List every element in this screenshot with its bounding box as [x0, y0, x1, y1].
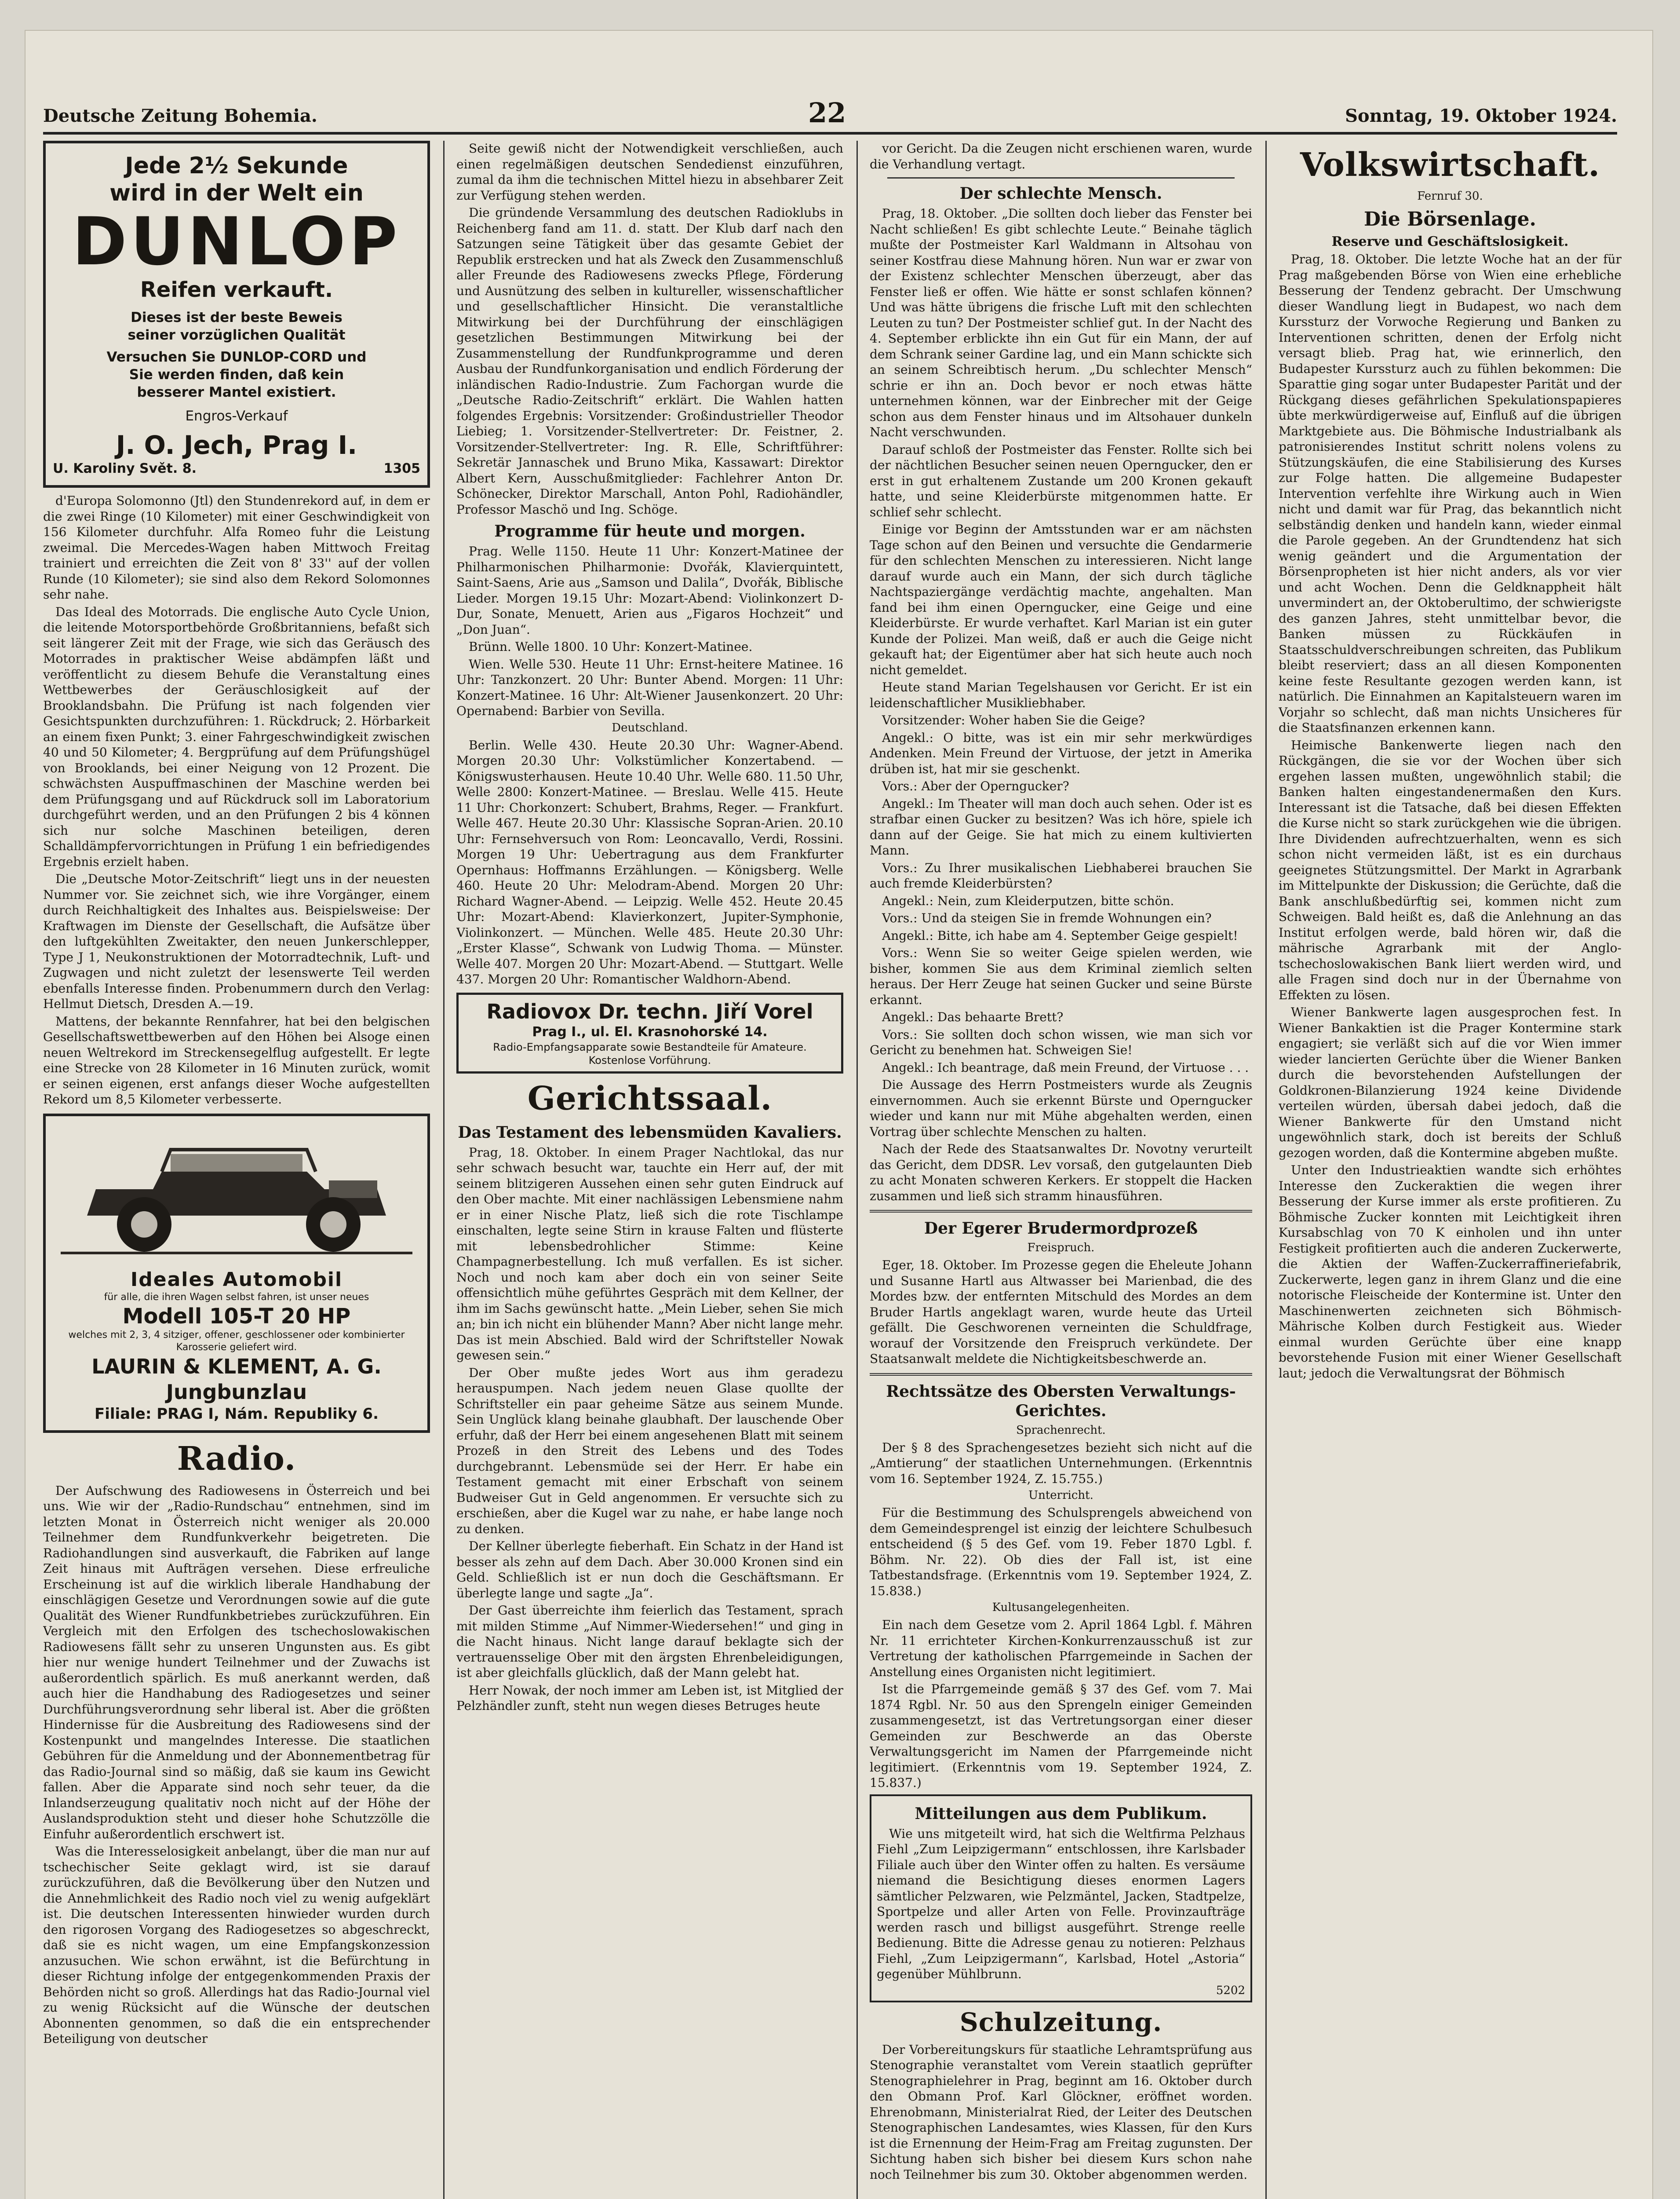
column-4: [1279, 141, 1622, 2199]
article-paragraph: Der Gast überreichte ihm feierlich das Testament, sprach mit milden Stimme „Auf Nimmer-Wiedersehen!“ und ging in die Nacht hinaus. Nicht lange darauf beklagte sich der vertrauensselige Ober mit den ärgsten Ehrenbeleidigungen, ist aber gleichfalls glücklich, daß der Mann gelebt hat.: [456, 1603, 843, 1680]
dialogue-line: Vors.: Sie sollten doch schon wissen, wie man sich vor Gericht zu benehmen hat. Schweigen Sie!: [870, 1027, 1252, 1057]
divider: [870, 1373, 1252, 1376]
subsection-title: Mitteilungen aus dem Publikum.: [915, 1804, 1207, 1823]
article-paragraph: Mattens, der bekannte Rennfahrer, hat bei den belgischen Gesellschaftswettbewerben auf den Höhen bei Alsoge einen neuen Weltrekord im Streckensegelflug aufgestellt. Er legte eine Strecke von 28 Kilometer in 16 Minuten zurück, womit er seinen eigenen, erst anfangs dieser Woche aufgestellten Rekord um 8,5 Kilometer verbesserte.: [43, 1014, 430, 1107]
article-paragraph: vor Gericht. Da die Zeugen nicht erschienen waren, wurde die Verhandlung vertagt.: [870, 141, 1252, 172]
publikum-box: [870, 1794, 1252, 2002]
article-paragraph: Der § 8 des Sprachengesetzes bezieht sich nicht auf die „Amtierung“ der staatlichen Unternehmungen. (Erkenntnis vom 16. September 1924, Z. 15.755.): [870, 1440, 1252, 1486]
divider: [870, 1210, 1252, 1213]
ad-line: Versuchen Sie DUNLOP-CORD und: [106, 349, 367, 365]
dialogue-line: Vors.: Wenn Sie so weiter Geige spielen werden, wie bisher, kommen Sie aus dem Kriminal ziemlich selten heraus. Der Herr Zeuge hat seinen Gucker und seine Bürste erkannt.: [870, 946, 1252, 1007]
ad-firm: J. O. Jech, Prag I.: [116, 430, 357, 460]
column-2: [456, 141, 843, 2199]
article-paragraph: Einige vor Beginn der Amtsstunden war er am nächsten Tage schon auf den Beinen und versuchte die Gendarmerie für den schlechten Menschen zu interessieren. Nicht lange darauf wurde auch ein Mann, der sich durch tägliche Nachtspaziergänge verdächtig machte, angehalten. Man fand bei ihm einen Operngucker, eine Geige und eine Kleiderbürste. Er wurde verhaftet. Karl Marian ist ein guter Kunde der Polizei. Man weiß, daß er auch die Geige nicht gekauft hat; der Eigentümer aber hat sich heute auch noch nicht gemeldet.: [870, 522, 1252, 677]
section-title: Gerichtssaal.: [527, 1079, 773, 1118]
dialogue-line: Vors.: Zu Ihrer musikalischen Liebhaberei brauchen Sie auch fremde Kleiderbürsten?: [870, 860, 1252, 891]
article-paragraph: Darauf schloß der Postmeister das Fenster. Rollte sich bei der nächtlichen Besucher seinen neuen Operngucker, den er erst in gut erhaltenem Zustande um 200 Kronen gekauft hatte, und seine Kleiderbürste mitgenommen hatte. Er schlief sehr schlecht.: [870, 442, 1252, 519]
section-title: Schulzeitung.: [959, 2007, 1163, 2037]
newspaper-page: [26, 31, 1652, 2199]
page-number: 22: [808, 97, 846, 129]
article-paragraph: Ist die Pfarrgemeinde gemäß § 37 des Gef. vom 7. Mai 1874 Rgbl. Nr. 50 aus den Sprengeln einiger Gemeinden zusammengesetzt, ist das Vertretungsorgan einer dieser Gemeinden zur Beschwerde an das Oberste Verwaltungsgericht im Namen der Pfarrgemeinde nicht legitimiert. (Erkenntnis vom 19. September 1924, Z. 15.837.): [870, 1682, 1252, 1790]
article-paragraph: Für die Bestimmung des Schulsprengels abweichend von dem Gemeindesprengel ist einzig der leichtere Schulbesuch entscheidend (§ 5 des Gef. vom 19. Feber 1870 Lgbl. f. Böhm. Nr. 22). Ob dies der Fall ist, ist eine Tatbestandsfrage. (Erkenntnis vom 19. September 1924, Z. 15.838.): [870, 1505, 1252, 1598]
ad-line: Engros-Verkauf: [185, 408, 288, 424]
article-paragraph: Die gründende Versammlung des deutschen Radioklubs in Reichenberg fand am 11. d. statt. Der Klub darf nach den Satzungen seine Tätigkeit über das gesamte Gebiet der Republik erstrecken und hat als Zweck den Zusammenschluß aller Freunde des Radiowesens zwecks Pflege, Förderung und Ausnützung des selben in kultureller, wissenschaftlicher und gesellschaftlicher Hinsicht. Die veranstaltliche Mitwirkung bei der Durchführung der einschlägigen gesetzlichen Bestimmungen Mitwirkung bei der Zusammenstellung der Rundfunkprogramme und deren Ausbau der Rundfunkorganisation und endlich Förderung der inländischen Radio-Industrie. Zum Fachorgan wurde die „Deutsche Radio-Zeitschrift“ erklärt. Die Wahlen hatten folgendes Ergebnis: Vorsitzender: Großindustrieller Theodor Liebieg; 1. Vorsitzender-Stellvertreter: Dr. Feistner, 2. Vorsitzender-Stellvertreter: Ing. R. Elle, Schriftführer: Sekretär Jannaschek und Bruno Mika, Kassawart: Direktor Albert Kern, Ausschußmitglieder: Fachlehrer Anton Dr. Schönecker, Direktor Marschall, Anton Pohl, Radiohändler, Professor Maschö und Ing. Schöge.: [456, 205, 843, 517]
masthead: Deutsche Zeitung Bohemia.: [43, 106, 317, 126]
subsection-title: Deutschland.: [612, 721, 688, 734]
article-paragraph: Prag, 18. Oktober. Die letzte Woche hat an der für Prag maßgebenden Börse von Wien eine erhebliche Besserung der Tendenz gebracht. Der Umschwung dieser Wandlung liegt in Budapest, wo nach dem Kurssturz der Vorwoche Regierung und Banken zu Interventionen schritten, denen der Erfolg nicht versagt blieb. Prag hat, wie erinnerlich, den Budapester Kurssturz auch zu fühlen bekommen: Die Sparattie ging sogar unter Budapester Parität und der Rückgang dieses gefährlichen Spekulationspapieres übte merkwürdigerweise auf, Einfluß auf die übrigen Marktgebiete aus. Die Böhmische Industrialbank als patronisierendes Institut schritt nolens volens zu Stützungskäufen, die eine Stabilisierung des Kurses zur Folge hatten. Die allgemeine Budapester Intervention verfehlte ihre Wirkung auch in Wien nicht und damit war für Prag, das bekanntlich nicht selbständig denken und handeln kann, wieder einmal die Parole gegeben. An der Grundtendenz hat sich wenig geändert und die Argumentation der Börsenpropheten ist hier nicht anders, als vor vier und acht Wochen. Denn die Geldknappheit hält unvermindert an, der Oktoberultimo, der schwierigste des ganzen Jahres, steht unmittelbar bevor, die Banken müssen zu Rückkäufen in Staatsschuldverschreibungen schreiten, das Publikum bleibt reserviert; dass an all diesen Komponenten keine feste Resultante gezogen werden kann, ist natürlich. Die Einnahmen an Kapitalsteuern waren im Vorjahr so schlecht, daß man nichts Unsicheres für die Staatsfinanzen erkennen kann.: [1279, 252, 1622, 735]
dialogue-line: Angekl.: Bitte, ich habe am 4. September Geige gespielt!: [882, 928, 1238, 943]
column-1: [43, 141, 430, 2199]
article-paragraph: Prag, 18. Oktober. „Die sollten doch lieber das Fenster bei Nacht schließen! Es gibt schlechte Leute.“ Beinahe täglich mußte der Postmeister Karl Waldmann in Altsohau von seiner Kostfrau diese Mahnung hören. Nun war er zwar von der Existenz schlechter Menschen überzeugt, aber das Fenster ließ er offen. Wie hätte er sonst schlafen können? Und was hätte übrigens die frische Luft mit den schlechten Leuten zu tun? Der Postmeister schlief gut. In der Nacht des 4. September erblickte ihn ein Gut für ein Mann, der auf dem Schrank seiner Gardine lag, und ein Mann schickte sich an seinem Schreibtisch herum. „Du schlechter Mensch“ schrie er ihn an. Doch bevor er noch etwas hätte unternehmen können, war der Einbrecher mit der Geige schon aus dem Fenster hinaus und im Altsohauer dunkeln Nacht verschwunden.: [870, 206, 1252, 439]
dialogue-line: Vorsitzender: Woher haben Sie die Geige?: [882, 713, 1145, 727]
article-paragraph: Nach der Rede des Staatsanwaltes Dr. Novotny verurteilt das Gericht, dem DDSR. Lev vorsaß, den gutgelaunten Dieb zu acht Monaten schweren Kerkers. Er stoppelt die Hacken zusammen und ließ sich stramm hinausführen.: [870, 1142, 1252, 1203]
article-paragraph: Die Aussage des Herrn Postmeisters wurde als Zeugnis einvernommen. Auch sie erkennt Bürste und Operngucker wieder und kann nur mit Mühe abgehalten werden, einen Vortrag über schlechte Menschen zu halten.: [870, 1078, 1252, 1139]
subsection-subtitle: Freispruch.: [1027, 1241, 1095, 1254]
dialogue-line: Angekl.: O bitte, was ist ein mir sehr merkwürdiges Andenken. Mein Freund der Virtuose, der jetzt in Amerika drüben ist, hat mir sie geschenkt.: [870, 730, 1252, 776]
ad-line: Dieses ist der beste Beweis: [131, 310, 343, 325]
divider: [887, 177, 1235, 179]
article-paragraph: Der Vorbereitungskurs für staatliche Lehramtsprüfung aus Stenographie veranstaltet vom Verein staatlich geprüfter Stenographielehrer in Prag, beginnt am 16. Oktober durch den Obmann Prof. Karl Glöckner, eröffnet worden. Ehrenobmann, Ministerialrat Ried, der Leiter des Deutschen Stenographischen Landesamtes, wies Klassen, für den Kurs ist die Ernennung der Heim-Frag am Freitag zugunsten. Der Sichtung haben sich bisher bei diesem Kurs schon nahe noch Teilnehmer bis zum 30. Oktober abgenommen werden.: [870, 2042, 1252, 2182]
dialogue-line: Angekl.: Im Theater will man doch auch sehen. Oder ist es strafbar einen Gucker zu besitzen? Was ich höre, spiele ich dann auf der Geige. Sie hat mich zu einem kultivierten Mann.: [870, 796, 1252, 858]
dunlop-ad: [43, 141, 430, 488]
article-paragraph: Wie uns mitgeteilt wird, hat sich die Weltfirma Pelzhaus Fiehl „Zum Leipzigermann“ entschlossen, ihre Karlsbader Filiale auch über den Winter offen zu halten. Es versäume niemand die Besichtigung dieses enormen Lagers sämtlicher Pelzwaren, wie Pelzmäntel, Jacken, Stadtpelze, Sportpelze und aller Arten von Felle. Provinzaufträge werden rasch und billigst ausgeführt. Strenge reelle Bedienung. Bitte die Adresse genau zu notieren: Pelzhaus Fiehl, „Zum Leipzigermann“, Karlsbad, Hotel „Astoria“ gegenüber Mühlbrunn.: [877, 1826, 1245, 1981]
dialogue-line: Angekl.: Das behaarte Brett?: [882, 1010, 1064, 1024]
ad-branch: Filiale: PRAG I, Nám. Republiky 6.: [94, 1405, 379, 1423]
article-paragraph: Der Aufschwung des Radiowesens in Österreich und bei uns. Wie wir der „Radio-Rundschau“ entnehmen, sind im letzten Monat in Österreich nicht weniger als 20.000 Teilnehmer dem Rundfunkverkehr beigetreten. Die Radiohandlungen sind ausverkauft, die Fabriken auf lange Zeit hinaus mit Aufträgen versehen. Diese erfreuliche Erscheinung ist auf die wirklich liberale Handhabung der einschlägigen Gesetze und Verordnungen sowie auf die gute Qualität des Wiener Rundfunkbetriebes zurückzuführen. Ein Vergleich mit den Erfolgen des tschechoslowakischen Radiowesens fällt sehr zu unseren Ungunsten aus. Es gibt hier nur wenige hundert Teilnehmer und der Zuwachs ist außerordentlich spärlich. Es muß anerkannt werden, daß auch hier die Handhabung des Radiogesetzes und seiner Durchführungsverordnung sehr liberal ist. Aber die größten Hindernisse für die Ausbreitung des Radiowesens sind der Kostenpunkt und mangelndes Interesse. Die staatlichen Gebühren für die Anmeldung und der Abonnementbetrag für das Radio-Journal sind so mäßig, daß sie kaum ins Gewicht fallen. Aber die Apparate sind noch sehr teuer, da die Inlandserzeugung qualitativ noch nicht auf der Höhe der Auslandsproduktion steht und dieser hohe Schutzzölle die Einfuhr außerordentlich erschwert ist.: [43, 1483, 430, 1841]
subsection-subtitle: Unterricht.: [1028, 1489, 1093, 1502]
laurin-klement-ad: [43, 1114, 430, 1433]
article-paragraph: Der Kellner überlegte fieberhaft. Ein Schatz in der Hand ist besser als zehn auf dem Dach. Aber 30.000 Kronen sind ein Geld. Schließlich ist er nun doch die Geschäftsmann. Er überlegte lange und sagte „Ja“.: [456, 1539, 843, 1600]
ad-model: Modell 105-T 20 HP: [122, 1304, 351, 1329]
column-rule: [1265, 141, 1267, 2199]
subsection-subtitle: Kultusangelegenheiten.: [992, 1601, 1130, 1614]
dialogue-line: Vors.: Und da steigen Sie in fremde Wohnungen ein?: [882, 911, 1212, 925]
radiovox-ad: [456, 993, 843, 1074]
program-listing: Brünn. Welle 1800. 10 Uhr: Konzert-Matinee.: [469, 639, 753, 654]
dialogue-line: Vors.: Aber der Operngucker?: [882, 779, 1069, 793]
subsection-subtitle: Reserve und Geschäftslosigkeit.: [1331, 234, 1569, 249]
subsection-title: Die Börsenlage.: [1364, 208, 1536, 230]
article-paragraph: Prag, 18. Oktober. In einem Prager Nachtlokal, das nur sehr schwach besucht war, tauchte ein Herr auf, der mit seinem blitzigeren Aussehen einen sehr guten Eindruck auf den Ober machte. Mit einer nachlässigen Lebensmiene nahm er in einer Nische Platz, ließ sich die rote Tischlampe einschalten, legte seine Stirn in krause Falten und flüsterte mit lebensbedrohlicher Stimme: Keine Champagnerbestellung. Ich muß verfallen. Es ist sicher. Noch und noch kam aber doch ein von seiner Seite offensichtlich mühe geführtes Gespräch mit dem Kellner, der ihm im Sachs gewünscht hatte. „Mein Lieber, sehen Sie mich an; bin ich nicht ein blühender Mann? Aber nicht lange mehr. Das ist mein Abschied. Bald wird der Schriftsteller Nowak gewesen sein.“: [456, 1145, 843, 1363]
ad-line: Radio-Empfangsapparate sowie Bestandteile für Amateure. Kostenlose Vorführung.: [493, 1041, 807, 1067]
ad-address: [53, 461, 420, 476]
ad-address: Prag I., ul. El. Krasnohorské 14.: [532, 1024, 768, 1040]
section-reference: Fernruf 30.: [1417, 190, 1483, 203]
issue-date: Sonntag, 19. Oktober 1924.: [1345, 106, 1617, 126]
address-text: U. Karoliny Svět. 8.: [53, 461, 197, 476]
phone-number: 1305: [383, 461, 420, 476]
ad-line: für alle, die ihren Wagen selbst fahren, ist unser neues: [104, 1291, 369, 1303]
article-paragraph: Heimische Bankenwerte liegen nach den Rückgängen, die sie vor der Wochen über sich ergehen lassen mußten, ungewöhnlich stabil; die Banken halten eingestandenermaßen den Kurs. Interessant ist die Tatsache, daß bei diesen Effekten die Kurse nicht so stark zurückgehen wie die übrigen. Ihre Dividenden aufrechtzuerhalten, wenn es sich schon nicht vermeiden läßt, ist es ein durchaus geeignetes Stützungsmittel. Der Markt in Agrarbank im Mittelpunkte der Diskussion; die Gerüchte, daß die Bank anschlußbedürftig sei, kommen nicht zum Schweigen. Bald heißt es, daß die Anlehnung an das Institut erfolgen werde, bald hören wir, daß die mährische Agrarbank mit der Anglo-tschechoslowakischen Bank liiert werden wird, und alle Fragen sind doch nur in der Übernahme von Effekten zu lösen.: [1279, 738, 1622, 1002]
dialogue-line: Angekl.: Ich beantrage, daß mein Freund, der Virtuose . . .: [882, 1060, 1249, 1075]
ad-line: Jede 2½ Sekunde: [125, 153, 348, 179]
subsection-title: Der Egerer Brudermordprozeß: [924, 1219, 1198, 1238]
ad-line: Reifen verkauft.: [140, 278, 333, 302]
touring-car-illustration: [61, 1123, 412, 1268]
ad-number: 5202: [1216, 1983, 1245, 1997]
subsection-title: Rechtssätze des Obersten Verwaltungs-Gerichtes.: [886, 1382, 1236, 1420]
ad-headline: Ideales Automobil: [130, 1268, 343, 1291]
article-paragraph: Ein nach dem Gesetze vom 2. April 1864 Lgbl. f. Mähren Nr. 11 errichteter Kirchen-Konkurrenzausschuß ist zur Vertretung der katholischen Pfarrgemeinde in Sachen der Anstellung eines Organisten nicht legitimiert.: [870, 1618, 1252, 1679]
column-rule: [443, 141, 445, 2199]
dunlop-logo: DUNLOP: [72, 204, 401, 280]
subsection-subtitle: Sprachenrecht.: [1016, 1423, 1106, 1437]
article-paragraph: Unter den Industrieaktien wandte sich erhöhtes Interesse den Zuckeraktien die wegen ihrer Besserung der Kurse immer als erste profitieren. Zu Böhmische Zucker konnten mit Leichtigkeit ihren Kursabschlag von 70 K einholen und ihn unter Festigkeit profitierten auch die anderen Zuckerwerte, die Aktien der Waffen-Zuckerraffineriefabrik, Zuckerwerte, legen ganz in ihrem Glanz und die eine notorische Fleischeide der Kontermine ist. Unter den Maschinenwerten zeichneten sich Böhmisch-Mährische Kolben durch Festigkeit aus. Wieder einmal wurden Gerüchte über eine knapp bevorstehende Fusion mit einer Wiener Gesellschaft laut; jedoch die Verwaltungsrat der Böhmisch: [1279, 1163, 1622, 1381]
article-paragraph: d'Europa Solomonno (Jtl) den Stundenrekord auf, in dem er die zwei Ringe (10 Kilometer) mit einer Geschwindigkeit von 156 Kilometer durchfuhr. Alfa Romeo fuhr die Leistung zweimal. Die Mercedes-Wagen haben Mittwoch Freitag trainiert und erreichten die Zeit von 8' 33'' auf der vollen Runde (10 Kilometer); sie sind also dem Rekord Solomonnes sehr nahe.: [43, 493, 430, 602]
article-paragraph: Die „Deutsche Motor-Zeitschrift“ liegt uns in der neuesten Nummer vor. Sie zeichnet sich, wie ihre Vorgänger, einem durch Reichhaltigkeit des Inhaltes aus. Beispielsweise: Der Kraftwagen im Dienste der Gesellschaft, die Aufsätze über den luftgekühlten Zweitakter, den neuen Junkerschlepper, Type J 1, Neukonstruktionen der Motorradtechnik, Luft- und Zugwagen und nicht zuletzt der lesenswerte Teil werden ebenfalls Interesse finden. Probenummern durch den Verlag: Hellmut Dietsch, Dresden A.—19.: [43, 872, 430, 1011]
article-paragraph: Heute stand Marian Tegelshausen vor Gericht. Er ist ein leidenschaftlicher Musikliebhaber.: [870, 680, 1252, 710]
subsection-title: Der schlechte Mensch.: [959, 184, 1163, 203]
article-paragraph: Herr Nowak, der noch immer am Leben ist, ist Mitglied der Pelzhändler zunft, steht nun wegen dieses Betruges heute: [456, 1683, 843, 1713]
ad-line: besserer Mantel existiert.: [137, 384, 336, 400]
program-listing: Wien. Welle 530. Heute 11 Uhr: Ernst-heitere Matinee. 16 Uhr: Tanzkonzert. 20 Uhr: Bunter Abend. Morgen: 11 Uhr: Konzert-Matinee. 16 Uhr: Alt-Wiener Jausenkonzert. 20 Uhr: Opernabend: Barbier von Sevilla.: [456, 657, 843, 718]
ad-firm: LAURIN & KLEMENT, A. G. Jungbunzlau: [91, 1354, 382, 1404]
subsection-title: Programme für heute und morgen.: [494, 522, 805, 541]
article-paragraph: Das Ideal des Motorrads. Die englische Auto Cycle Union, die leitende Motorsportbehörde Großbritanniens, befaßt sich seit längerer Zeit mit der Frage, wie sich das Geräusch des Motorrades in praktischer Weise abdämpfen läßt und veröffentlicht zu diesem Behufe die Veranstaltung eines Wettbewerbes der Geräuschlosigkeit auf der Brooklandsbahn. Die Prüfung ist nach folgenden vier Gesichtspunkten durchzuführen: 1. Rückdruck; 2. Hörbarkeit an einem fixen Punkt; 3. einer Fahrgeschwindigkeit zwischen 40 und 50 Kilometer; 4. Bergprüfung auf dem Prüfungshügel von Brooklands, bei einer Neigung von 12 Prozent. Die schwächsten Auspuffmaschinen der Maschine werden bei dem Prüfungsgang und auf Rückdruck soll im Laboratorium durchgeführt werden, und an den Prüfungen 2 bis 4 können sich nur solche Maschinen beteiligen, deren Schalldämpfervorrichtungen in Prüfung 1 ein befriedigendes Ergebnis erzielt haben.: [43, 604, 430, 869]
ad-line: welches mit 2, 3, 4 sitziger, offener, geschlossener oder kombinierter Karosserie geliefert wird.: [68, 1329, 405, 1353]
article-paragraph: Wiener Bankwerte lagen ausgesprochen fest. In Wiener Bankaktien ist die Prager Kontermine stark engagiert; sie verläßt sich auf die vor Wien immer wieder lancierten Gerüchte über die Wiener Banken durch die bevorstehenden Aufstellungen der Goldkronen-Bilanzierung 1924 keine Dividende verteilen würden, übersah dabei jedoch, daß die Wiener Bankwerte für den Umstand nicht ungewöhnlich stark, doch ist bereits der Schluß gezogen worden, daß die Kontermine abgeben mußte.: [1279, 1005, 1622, 1160]
article-paragraph: Eger, 18. Oktober. Im Prozesse gegen die Eheleute Johann und Susanne Hartl aus Altwasser bei Marienbad, die des Mordes bzw. der entfernten Mitschuld des Mordes an dem Bruder Hartls angeklagt waren, wurde heute das Urteil gefällt. Die Geschworenen verneinten die Schuldfrage, worauf der Vorsitzende den Freispruch verkündete. Der Staatsanwalt meldete die Nichtigkeitsbeschwerde an.: [870, 1258, 1252, 1366]
section-title: Radio.: [177, 1439, 296, 1478]
column-rule: [856, 141, 858, 2199]
subsection-title: Das Testament des lebensmüden Kavaliers.: [458, 1123, 842, 1142]
article-paragraph: Seite gewiß nicht der Notwendigkeit verschließen, auch einen regelmäßigen deutschen Sendedienst einzuführen, zumal da ihm die technischen Mittel hiezu in absehbarer Zeit zur Verfügung stehen werden.: [456, 141, 843, 203]
ad-firm: Radiovox Dr. techn. Jiří Vorel: [486, 999, 813, 1023]
column-3: [870, 141, 1252, 2199]
section-title: Volkswirtschaft.: [1300, 146, 1600, 184]
ad-line: wird in der Welt ein: [109, 180, 364, 206]
article-paragraph: Der Ober mußte jedes Wort aus ihm geradezu herauspumpen. Nach jedem neuen Glase quollte der Schriftsteller ein paar geheime Sätze aus seinem Munde. Sein Unglück klang beinahe glaubhaft. Der lauschende Ober erfuhr, daß der Herr bei einem angesehenen Blatt mit seinem Prozeß in den Streit des Lebens und des Todes durchgebrannt. Lebensmüde sei der Herr. Er habe ein Testament gemacht mit einer Erbschaft von seinem Budweiser Gut in Geld angenommen. Er versuchte sich zu erschießen, aber die Kugel war zu nahe, er habe lange noch zu denken.: [456, 1365, 843, 1536]
article-paragraph: Was die Interesselosigkeit anbelangt, über die man nur auf tschechischer Seite geklagt wird, ist sie darauf zurückzuführen, daß die Bevölkerung über den Nutzen und die Annehmlichkeit des Radio noch viel zu wenig aufgeklärt ist. Die deutschen Interessenten hinwieder wurden durch den rigorosen Vorgang des Radiogesetzes so abgeschreckt, daß sie es nicht wagen, um eine Empfangskonzession anzusuchen. Wie schon erwähnt, ist die Befürchtung in dieser Richtung infolge der entgegenkommenden Praxis der Behörden nicht so groß. Allerdings hat das Radio-Journal viel zu wenig Rücksicht auf die Wünsche der deutschen Abonnenten genommen, so daß die ein entsprechender Beteiligung von deutscher: [43, 1844, 430, 2046]
dialogue-line: Angekl.: Nein, zum Kleiderputzen, bitte schön.: [882, 893, 1174, 908]
ad-line: seiner vorzüglichen Qualität: [128, 327, 346, 343]
ad-line: Sie werden finden, daß kein: [129, 367, 344, 383]
program-listing: Prag. Welle 1150. Heute 11 Uhr: Konzert-Matinee der Philharmonischen Philharmonie: Dvořák, Klavierquintett, Saint-Saens, Arie aus „Samson und Dalila“, Dvořák, Biblische Lieder. Morgen 19.15 Uhr: Mozart-Abend: Violinkonzert D-Dur, Sonate, Menuett, Arien aus „Figaros Hochzeit“ und „Don Juan“.: [456, 544, 843, 637]
program-listing: Berlin. Welle 430. Heute 20.30 Uhr: Wagner-Abend. Morgen 20.30 Uhr: Volkstümlicher Konzertabend. — Königswusterhausen. Heute 10.40 Uhr. Welle 680. 11.50 Uhr, Welle 2800: Konzert-Matinee. — Breslau. Welle 415. Heute 11 Uhr: Chorkonzert: Schubert, Brahms, Reger. — Frankfurt. Welle 467. Heute 20.30 Uhr: Klassische Sopran-Arien. 20.10 Uhr: Fernsehversuch von Rom: Leoncavallo, Verdi, Rossini. Morgen 19 Uhr: Uebertragung aus dem Frankfurter Opernhaus: Hoffmanns Erzählungen. — Königsberg. Welle 460. Heute 20 Uhr: Melodram-Abend. Morgen 20 Uhr: Richard Wagner-Abend. — Leipzig. Welle 452. Heute 20.45 Uhr: Mozart-Abend: Klavierkonzert, Jupiter-Symphonie, Violinkonzert. — München. Welle 485. Heute 20.30 Uhr: „Erster Klasse“, Schwank von Ludwig Thoma. — Münster. Welle 407. Morgen 20 Uhr: Mozart-Abend. — Stuttgart. Welle 437. Morgen 20 Uhr: Romantischer Waldhorn-Abend.: [456, 738, 843, 986]
page-header: [43, 97, 1617, 135]
